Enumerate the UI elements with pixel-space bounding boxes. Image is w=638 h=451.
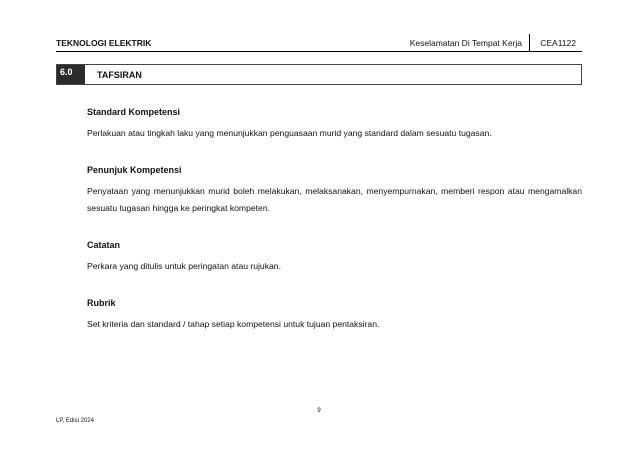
- definition-text: Penyataan yang menunjukkan murid boleh melakukan, melaksanakan, menyempurnakan, memberi respon atau mengamalkan sesuatu tugasan hingga ke peringkat kompeten.: [87, 186, 582, 213]
- definition-heading: Catatan: [87, 240, 121, 250]
- course-code: CEA1122: [540, 38, 576, 48]
- definition-item: [87, 164, 582, 217]
- definitions-list: [87, 106, 582, 333]
- definition-heading: Penunjuk Kompetensi: [87, 165, 182, 175]
- definition-text: Perlakuan atau tingkah laku yang menunjukkan penguasaan murid yang standard dalam sesuatu tugasan.: [87, 128, 492, 138]
- page-number: 9: [317, 408, 321, 414]
- section-title: TAFSIRAN: [97, 70, 142, 80]
- definition-heading: Standard Kompetensi: [87, 107, 181, 117]
- page-header: [56, 34, 582, 54]
- header-rule: [56, 51, 582, 52]
- course-title: TEKNOLOGI ELEKTRIK: [56, 38, 152, 48]
- section-header: [56, 64, 582, 85]
- definition-text: Perkara yang ditulis untuk peringatan atau rujukan.: [87, 261, 281, 271]
- section-number: 6.0: [57, 65, 85, 84]
- footer-edition: LP, Edisi 2024: [56, 418, 94, 424]
- module-title: Keselamatan Di Tempat Kerja: [409, 38, 522, 48]
- definition-item: [87, 106, 582, 142]
- definition-item: [87, 239, 582, 275]
- definition-heading: Rubrik: [87, 298, 116, 308]
- header-divider: [529, 34, 531, 51]
- definition-item: [87, 297, 582, 333]
- definition-text: Set kriteria dan standard / tahap setiap kompetensi untuk tujuan pentaksiran.: [87, 319, 380, 329]
